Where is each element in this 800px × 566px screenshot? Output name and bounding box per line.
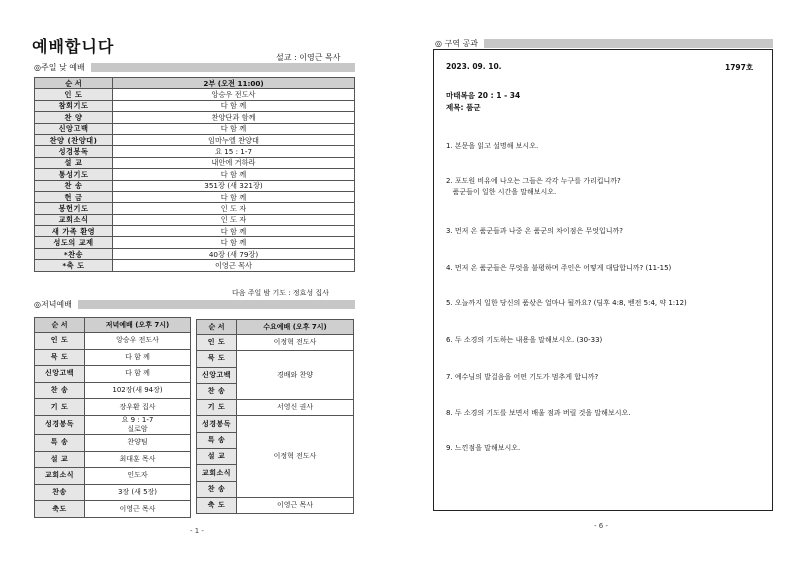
table-row (35, 484, 191, 501)
page-number-right: - 6 - (594, 522, 608, 530)
table-row (197, 497, 354, 513)
order-item-label: 축도 (35, 501, 85, 518)
order-item-label: 묵 도 (35, 349, 85, 366)
table-row (35, 157, 355, 168)
table-row (35, 434, 191, 451)
order-item-label: 참회기도 (35, 100, 113, 111)
lesson-question: 1. 본문을 읽고 설명해 보시오. (446, 142, 539, 150)
order-item-label: 성경봉독 (35, 146, 113, 157)
lesson-topic: 제목: 품군 (446, 103, 481, 112)
section-bar (91, 63, 355, 72)
order-item-label: 묵 도 (197, 351, 237, 367)
lesson-question: 8. 두 소경의 기도를 보면서 배울 점과 버릴 것을 말해보시오. (446, 409, 631, 417)
table-header-row (197, 320, 354, 335)
lesson-question: 4. 먼저 온 품군들은 무엇을 불평하며 주인은 어떻게 대답합니까? (11-15) (446, 264, 672, 272)
table-row (35, 112, 355, 123)
order-item-label: 특 송 (35, 434, 85, 451)
preacher-label: 설교 : 이영근 목사 (276, 53, 341, 62)
order-item-label: 찬 송 (197, 481, 237, 497)
order-item-value: 요 15 : 1-7 (113, 146, 355, 157)
wednesday-service-table (196, 319, 354, 514)
order-item-label: 통성기도 (35, 169, 113, 180)
table-row (35, 146, 355, 157)
scripture-reference: 마태복음 20 : 1 - 34 (446, 91, 521, 100)
order-item-label: 교회소식 (35, 214, 113, 225)
order-item-label: 신앙고백 (35, 366, 85, 383)
order-item-label: 설 교 (35, 157, 113, 168)
morning-section-header (34, 62, 355, 73)
order-item-value: 인 도 자 (113, 203, 355, 214)
order-item-label: 기 도 (197, 400, 237, 416)
order-item-value: 장우환 집사 (85, 399, 191, 416)
table-header-row (35, 78, 355, 89)
section-bar (484, 39, 773, 48)
cell-lesson-header (435, 38, 773, 49)
table-row (35, 226, 355, 237)
table-row (35, 501, 191, 518)
table-row (35, 451, 191, 468)
table-header-row (35, 318, 191, 333)
order-item-value: 다 함 께 (113, 100, 355, 111)
order-item-label: 교회소식 (35, 468, 85, 485)
order-item-label: 순 서 (35, 318, 85, 333)
table-row (35, 100, 355, 111)
order-item-label: 순 서 (35, 78, 113, 89)
section-bar (78, 300, 355, 309)
order-item-value: 40장 (새 79장) (113, 248, 355, 259)
order-item-label: 축 도 (197, 497, 237, 513)
order-item-value: 서영신 권사 (237, 400, 354, 416)
order-item-label: 순 서 (197, 320, 237, 335)
table-row (35, 89, 355, 100)
order-item-label: 기 도 (35, 399, 85, 416)
morning-section-title: ◎주일 낮 예배 (34, 63, 85, 72)
lesson-question: 3. 먼저 온 품군들과 나중 온 품군의 차이점은 무엇입니까? (446, 227, 623, 235)
table-row (35, 237, 355, 248)
order-item-value: 이영근 목사 (113, 260, 355, 271)
order-item-label: 신앙고백 (197, 367, 237, 383)
order-item-value: 이정혁 전도사 (237, 416, 354, 497)
evening-section-header (34, 299, 355, 310)
lesson-question: 9. 느낀점을 말해보시오. (446, 444, 521, 452)
order-item-value: 2부 (오전 11:00) (113, 78, 355, 89)
order-item-label: 봉헌기도 (35, 203, 113, 214)
table-row (197, 400, 354, 416)
order-item-label: 성경봉독 (35, 415, 85, 434)
order-item-label: 찬 송 (35, 382, 85, 399)
lesson-question: 6. 두 소경의 기도하는 내용을 말해보시오. (30-33) (446, 336, 603, 344)
order-item-value: 앙승우 전도사 (85, 333, 191, 350)
page-title: 예배합니다 (32, 37, 115, 56)
table-row (35, 169, 355, 180)
table-row (35, 415, 191, 434)
table-row (35, 123, 355, 134)
order-item-label: 찬 송 (197, 383, 237, 399)
order-item-label: *찬송 (35, 248, 113, 259)
order-item-value: 임마누엘 찬양대 (113, 134, 355, 145)
table-row (35, 468, 191, 485)
lesson-question: 5. 오늘까지 일한 당신의 품삯은 얼마나 될까요? (딤후 4:8, 벧전 5:4, 약 1:12) (446, 299, 687, 307)
order-item-value: 다 함 께 (113, 191, 355, 202)
lesson-date: 2023. 09. 10. (446, 62, 502, 71)
order-item-value: 다 함 께 (113, 226, 355, 237)
order-item-value: 다 함 께 (113, 237, 355, 248)
order-item-label: 새 가족 환영 (35, 226, 113, 237)
order-item-label: 설 교 (35, 451, 85, 468)
order-item-value: 351장 (새 321장) (113, 180, 355, 191)
table-row (197, 416, 354, 432)
order-item-value: 요 9 : 1-7 실로암 (85, 415, 191, 434)
order-item-value: 이영근 목사 (85, 501, 191, 518)
order-item-value: 찬양단과 함께 (113, 112, 355, 123)
order-item-value: 저녁예배 (오후 7시) (85, 318, 191, 333)
evening-service-table (34, 317, 191, 518)
order-item-label: 찬 송 (35, 180, 113, 191)
evening-section-title: ◎저녁예배 (34, 300, 72, 309)
order-item-value: 다 함 께 (113, 169, 355, 180)
order-item-value: 앙승우 전도사 (113, 89, 355, 100)
order-item-value: 다 함 께 (85, 349, 191, 366)
issue-number: 1797호 (725, 63, 754, 72)
page-number-left: - 1 - (190, 527, 204, 535)
table-row (35, 382, 191, 399)
order-item-label: 성도의 교제 (35, 237, 113, 248)
order-item-value: 최대훈 목사 (85, 451, 191, 468)
order-item-label: 찬양 (찬양대) (35, 134, 113, 145)
order-item-value: 이정혁 전도사 (237, 335, 354, 351)
order-item-label: 설 교 (197, 449, 237, 465)
table-row (35, 366, 191, 383)
order-item-label: 신앙고백 (35, 123, 113, 134)
table-row (197, 335, 354, 351)
order-item-value: 다 함 께 (113, 123, 355, 134)
order-item-label: 교회소식 (197, 465, 237, 481)
table-row (197, 351, 354, 367)
order-item-label: 찬 양 (35, 112, 113, 123)
order-item-label: 찬송 (35, 484, 85, 501)
table-row (35, 203, 355, 214)
table-row (35, 260, 355, 271)
order-item-label: 인 도 (197, 335, 237, 351)
order-item-label: 헌 금 (35, 191, 113, 202)
table-row (35, 180, 355, 191)
order-item-value: 내안에 거하라 (113, 157, 355, 168)
order-item-value: 경배와 찬양 (237, 351, 354, 400)
table-row (35, 399, 191, 416)
order-item-value: 다 함 께 (85, 366, 191, 383)
table-row (35, 333, 191, 350)
lesson-question: 품군들이 일한 시간을 말해보시오. (446, 188, 557, 196)
order-item-label: 인 도 (35, 89, 113, 100)
next-week-prayer: 다음 주일 밤 기도 : 정효성 집사 (232, 289, 329, 297)
order-item-value: 이영근 목사 (237, 497, 354, 513)
cell-lesson-title: ◎ 구역 공과 (435, 39, 478, 48)
table-row (35, 134, 355, 145)
lesson-question: 2. 포도원 비유에 나오는 그들은 각각 누구를 가리킵니까? (446, 177, 621, 185)
table-row (35, 248, 355, 259)
order-item-label: 특 송 (197, 432, 237, 448)
order-item-label: 성경봉독 (197, 416, 237, 432)
order-item-value: 찬양팀 (85, 434, 191, 451)
order-item-value: 수요예배 (오후 7시) (237, 320, 354, 335)
table-row (35, 349, 191, 366)
lesson-question: 7. 예수님의 발걸음을 어떤 기도가 멈추게 합니까? (446, 373, 599, 381)
table-row (35, 214, 355, 225)
order-item-label: *축 도 (35, 260, 113, 271)
morning-service-table (34, 77, 355, 272)
table-row (35, 191, 355, 202)
order-item-label: 인 도 (35, 333, 85, 350)
order-item-value: 인도자 (85, 468, 191, 485)
order-item-value: 102장(새 94장) (85, 382, 191, 399)
order-item-value: 3장 (새 5장) (85, 484, 191, 501)
order-item-value: 인 도 자 (113, 214, 355, 225)
